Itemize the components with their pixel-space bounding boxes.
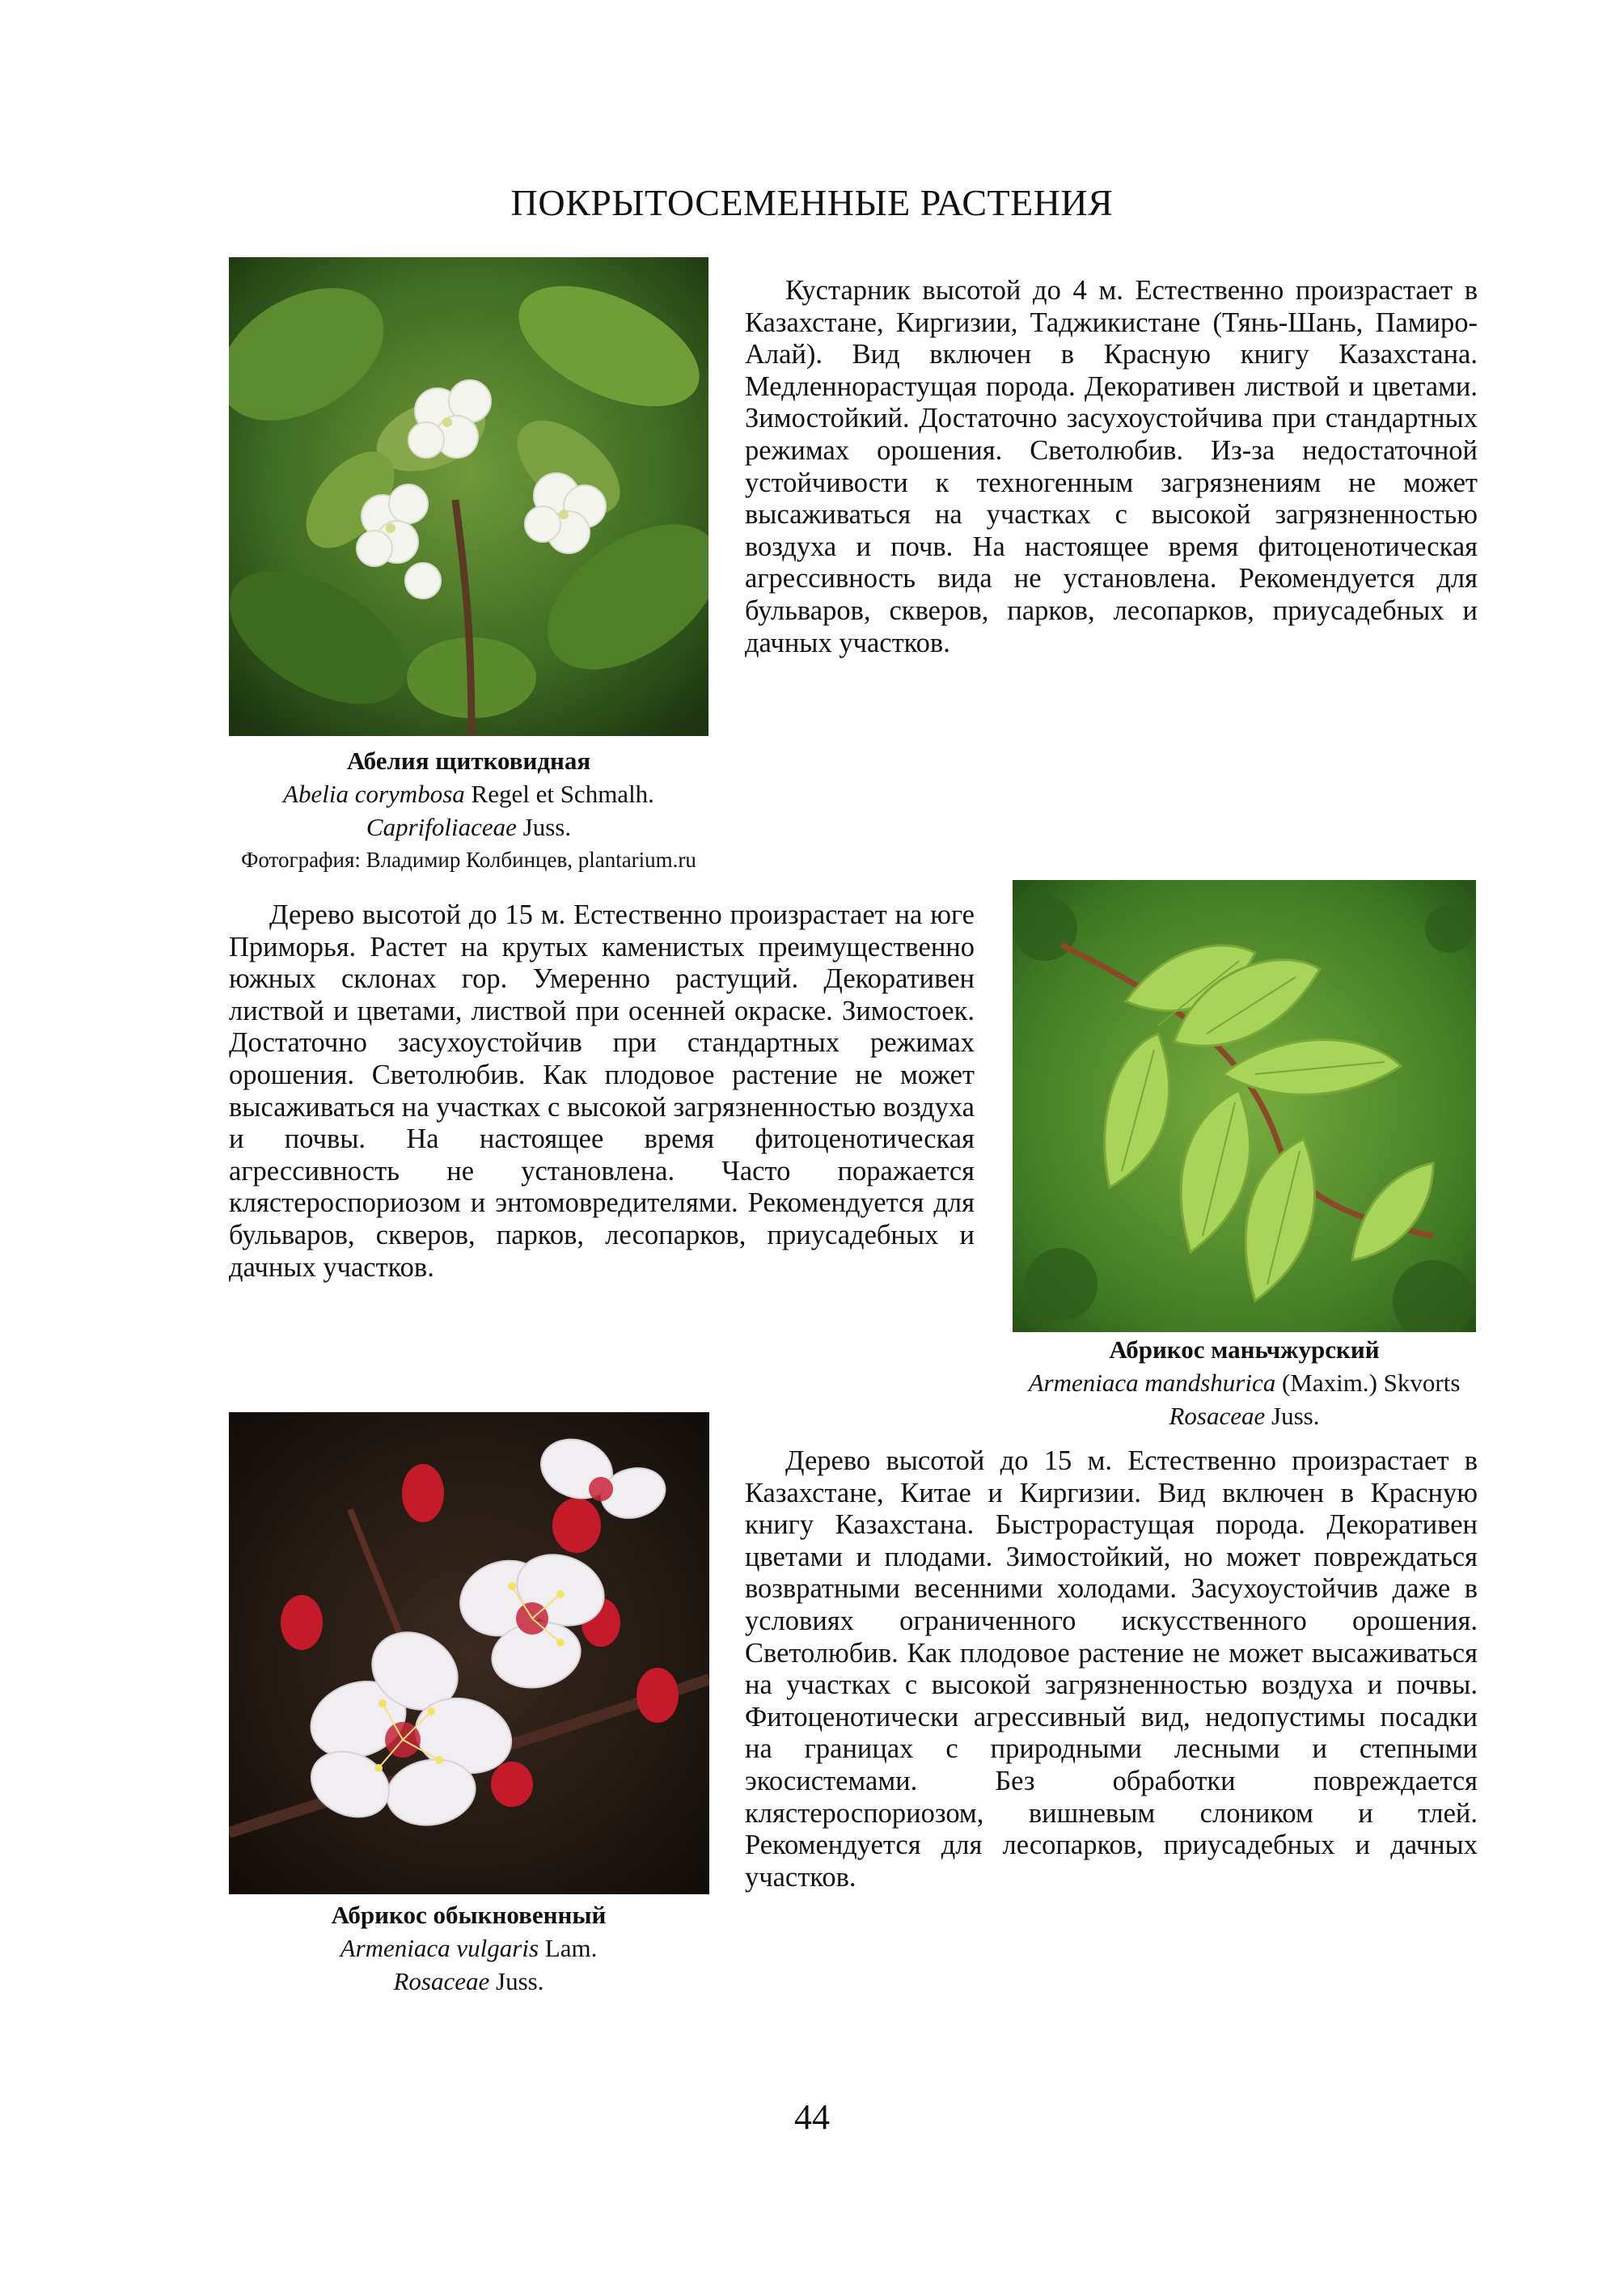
abelia-latin-name bbox=[213, 777, 725, 810]
common-apricot-family bbox=[213, 1965, 725, 1998]
common-apricot-photo bbox=[229, 1412, 709, 1894]
manchurian-apricot-latin-name bbox=[980, 1366, 1508, 1399]
manchurian-apricot-description: Дерево высотой до 15 м. Естественно произрастает на юге Приморья. Растет на крутых каменистых преимущественно южных склонах гор. Умеренно растущий. Декоративен листвой и цветами, листвой при осенней окраске. Зимостоек. Достаточно засухоустойчив при стандартных режимах орошения. Светолюбив. Как плодовое растение не может высаживаться на участках с высокой загрязненностью воздуха и почвы. На настоящее время фитоценотическая агрессивность не установлена. Часто поражается клястероспориозом и энтомовредителями. Рекомендуется для бульваров, скверов, парков, лесопарков, приусадебных и дачных участков. bbox=[229, 899, 975, 1283]
common-apricot-description: Дерево высотой до 15 м. Естественно произрастает в Казахстане, Китае и Киргизии. Вид включен в Красную книгу Казахстана. Быстрорастущая порода. Декоративен цветами и плодами. Зимостойкий, но может повреждаться возвратными весенними холодами. Засухоустойчив даже в условиях ограниченного искусственного орошения. Светолюбив. Как плодовое растение не может высаживаться на участках с высокой загрязненностью воздуха и почвы. Фитоценотически агрессивный вид, недопустимы посадки на границах с природными лесными и степными экосистемами. Без обработки повреждается клястероспориозом, вишневым слоником и тлей. Рекомендуется для лесопарков, приусадебных и дачных участков. bbox=[745, 1445, 1478, 1893]
manchurian-apricot-common-name: Абрикос маньчжурский bbox=[1109, 1335, 1380, 1364]
common-apricot-family-name: Rosaceae bbox=[393, 1967, 490, 1995]
manchurian-apricot-family bbox=[980, 1399, 1508, 1432]
manchurian-apricot-caption bbox=[980, 1333, 1508, 1432]
abelia-caption bbox=[213, 744, 725, 877]
page-title: ПОКРЫТОСЕМЕННЫЕ РАСТЕНИЯ bbox=[510, 182, 1114, 223]
manchurian-apricot-species-author: (Maxim.) Skvorts bbox=[1275, 1369, 1461, 1397]
abelia-family-name: Caprifoliaceae bbox=[366, 813, 517, 841]
common-apricot-latin-name bbox=[213, 1931, 725, 1965]
abelia-photo-credit: Фотография: Владимир Колбинцев, plantarium.ru bbox=[241, 848, 696, 872]
abelia-common-name: Абелия щитковидная bbox=[346, 747, 591, 775]
abelia-species-author: Regel et Schmalh. bbox=[464, 780, 654, 808]
abelia-description: Кустарник высотой до 4 м. Естественно произрастает в Казахстане, Киргизии, Таджикистане (Тянь-Шань, Памиро-Алай). Вид включен в Красную книгу Казахстана. Медленнорастущая порода. Декоративен листвой и цветами. Зимостойкий. Достаточно засухоустойчива при стандартных режимах орошения. Светолюбив. Из-за недостаточной устойчивости к техногенным загрязнениям не может высаживаться на участках с высокой загрязненностью воздуха и почв. На настоящее время фитоценотическая агрессивность вида не установлена. Рекомендуется для бульваров, скверов, парков, лесопарков, приусадебных и дачных участков. bbox=[745, 275, 1478, 658]
abelia-photo bbox=[229, 257, 708, 736]
page-number: 44 bbox=[794, 2097, 830, 2137]
common-apricot-family-author: Juss. bbox=[489, 1967, 544, 1995]
manchurian-apricot-family-author: Juss. bbox=[1265, 1402, 1320, 1430]
abelia-species: Abelia corymbosa bbox=[283, 780, 465, 808]
manchurian-apricot-photo bbox=[1013, 880, 1476, 1332]
manchurian-apricot-species: Armeniaca mandshurica bbox=[1028, 1369, 1276, 1397]
abelia-family bbox=[213, 810, 725, 844]
common-apricot-species-author: Lam. bbox=[539, 1934, 598, 1962]
common-apricot-caption bbox=[213, 1898, 725, 1998]
common-apricot-species: Armeniaca vulgaris bbox=[340, 1934, 539, 1962]
abelia-family-author: Juss. bbox=[516, 813, 572, 841]
common-apricot-common-name: Абрикос обыкновенный bbox=[331, 1901, 607, 1929]
manchurian-apricot-family-name: Rosaceae bbox=[1169, 1402, 1266, 1430]
